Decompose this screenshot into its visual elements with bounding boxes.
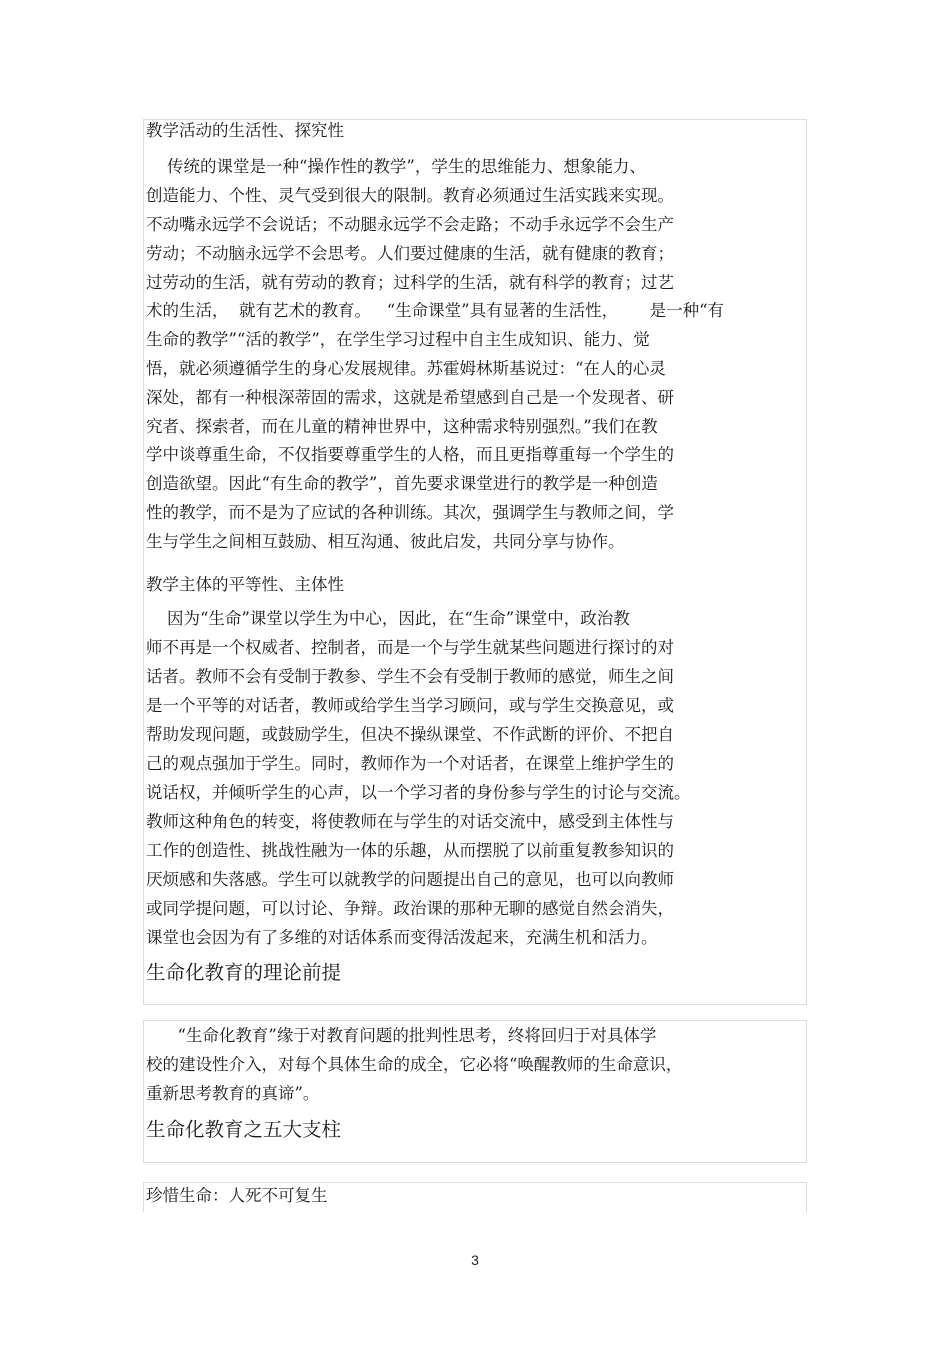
section-heading-life-inquiry: 教学活动的生活性、探究性 xyxy=(146,121,344,140)
content-block-1 xyxy=(143,119,807,1005)
section-heading-theory-premise: 生命化教育的理论前提 xyxy=(146,961,342,984)
section-heading-equality-subjectivity: 教学主体的平等性、主体性 xyxy=(146,575,344,594)
paragraph-line: 究者、探索者，而在儿童的精神世界中，这种需求特别强烈。”我们在教 xyxy=(146,417,658,436)
paragraph-line: 深处，都有一种根深蒂固的需求，这就是希望感到自己是一个发现者、研 xyxy=(146,388,674,407)
paragraph-line: 工作的创造性、挑战性融为一体的乐趣，从而摆脱了以前重复教参知识的 xyxy=(146,841,674,860)
paragraph-line: 重新思考教育的真谛”。 xyxy=(146,1084,320,1103)
paragraph-line: 师不再是一个权威者、控制者，而是一个与学生就某些问题进行探讨的对 xyxy=(146,638,674,657)
paragraph-line: 性的教学，而不是为了应试的各种训练。其次，强调学生与教师之间，学 xyxy=(146,503,674,522)
paragraph-line: 生与学生之间相互鼓励、相互沟通、彼此启发，共同分享与协作。 xyxy=(146,532,625,551)
paragraph-line: 说话权，并倾听学生的心声，以一个学习者的身份参与学生的讨论与交流。 xyxy=(146,783,691,802)
paragraph-line: 创造欲望。因此“有生命的教学”，首先要求课堂进行的教学是一种创造 xyxy=(146,474,658,493)
paragraph-line: 教师这种角色的转变，将使教师在与学生的对话交流中，感受到主体性与 xyxy=(146,812,674,831)
paragraph-line: “生命化教育”缘于对教育问题的批判性思考，终将回归于对具体学 xyxy=(146,1026,657,1045)
paragraph-line: 己的观点强加于学生。同时，教师作为一个对话者，在课堂上维护学生的 xyxy=(146,754,674,773)
content-block-3 xyxy=(143,1182,807,1212)
paragraph-line: 学中谈尊重生命，不仅指要尊重学生的人格，而且更指尊重每一个学生的 xyxy=(146,445,674,464)
paragraph-line: 话者。教师不会有受制于教参、学生不会有受制于教师的感觉，师生之间 xyxy=(146,667,674,686)
paragraph-line: 校的建设性介入，对每个具体生命的成全，它必将“唤醒教师的生命意识， xyxy=(146,1055,683,1074)
paragraph-line: 生命的教学”“活的教学”，在学生学习过程中自主生成知识、能力、觉 xyxy=(146,330,650,349)
section-heading-five-pillars: 生命化教育之五大支柱 xyxy=(146,1118,342,1141)
paragraph-line: 因为“生命”课堂以学生为中心，因此，在“生命”课堂中，政治教 xyxy=(146,609,630,628)
content-block-2 xyxy=(143,1020,807,1163)
paragraph-line: 课堂也会因为有了多维的对话体系而变得活泼起来，充满生机和活力。 xyxy=(146,928,658,947)
paragraph-line: 过劳动的生活，就有劳动的教育；过科学的生活，就有科学的教育；过艺 xyxy=(146,273,674,292)
paragraph-line: 是一个平等的对话者，教师或给学生当学习顾问，或与学生交换意见，或 xyxy=(146,696,674,715)
paragraph-line: 不动嘴永远学不会说话；不动腿永远学不会走路；不动手永远学不会生产 xyxy=(146,215,674,234)
page-number: 3 xyxy=(471,1252,479,1268)
paragraph-line: 创造能力、个性、灵气受到很大的限制。教育必须通过生活实践来实现。 xyxy=(146,186,674,205)
paragraph-line: 术的生活， 就有艺术的教育。 “生命课堂”具有显著的生活性， 是一种“有 xyxy=(146,301,724,320)
paragraph-line: 传统的课堂是一种“操作性的教学”，学生的思维能力、想象能力、 xyxy=(146,157,646,176)
paragraph-line: 劳动；不动脑永远学不会思考。人们要过健康的生活，就有健康的教育； xyxy=(146,244,674,263)
section-heading-cherish-life: 珍惜生命：人死不可复生 xyxy=(146,1186,328,1205)
paragraph-line: 悟，就必须遵循学生的身心发展规律。苏霍姆林斯基说过：“在人的心灵 xyxy=(146,359,666,378)
paragraph-line: 厌烦感和失落感。学生可以就教学的问题提出自己的意见，也可以向教师 xyxy=(146,870,674,889)
paragraph-line: 帮助发现问题，或鼓励学生，但决不操纵课堂、不作武断的评价、不把自 xyxy=(146,725,674,744)
paragraph-line: 或同学提问题，可以讨论、争辩。政治课的那种无聊的感觉自然会消失， xyxy=(146,899,674,918)
